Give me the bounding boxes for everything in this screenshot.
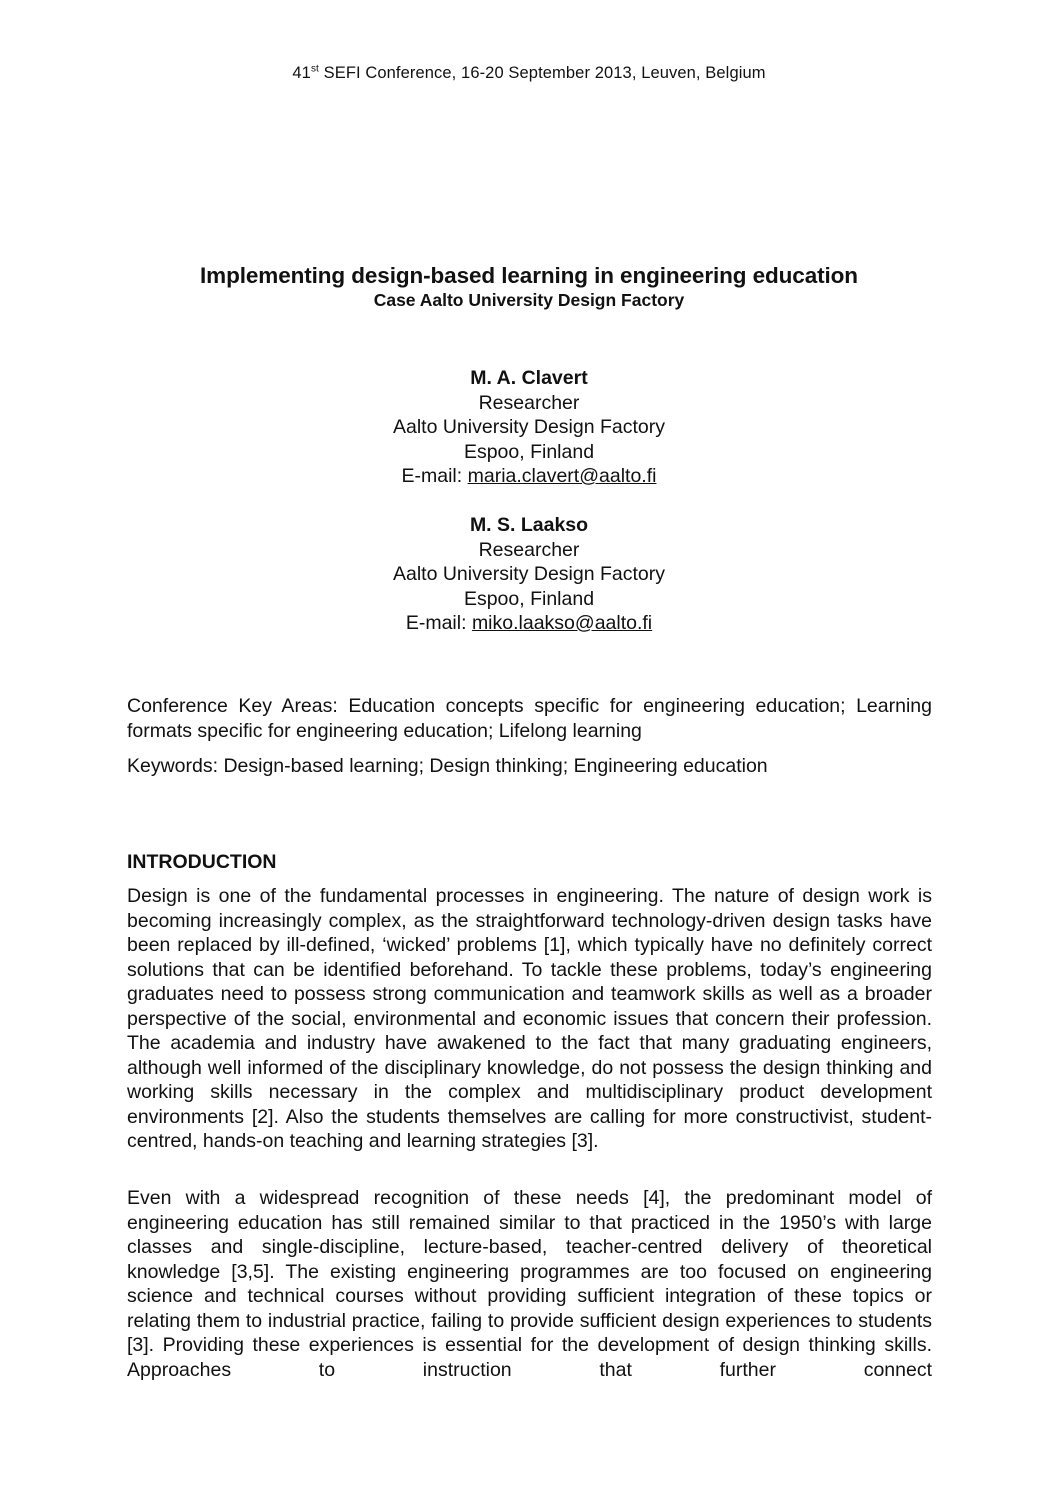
author-name: M. A. Clavert — [470, 367, 588, 389]
section-heading: INTRODUCTION — [127, 851, 277, 873]
author-email-link[interactable]: miko.laakso@aalto.fi — [471, 612, 653, 634]
header-text: SEFI Conference, 16-20 September 2013, Leuven, Belgium — [318, 64, 766, 82]
author-email-line — [0, 611, 1058, 636]
paper-title: Implementing design-based learning in engineering education — [200, 263, 858, 288]
paper-subtitle: Case Aalto University Design Factory — [373, 290, 685, 310]
author-location: Espoo, Finland — [463, 587, 595, 610]
body-paragraph: Even with a widespread recognition of these needs [4], the predominant model of engineering education has still remained similar to that practiced in the 1950’s with large classes and single-discipline, lecture-based, teacher-centred delivery of theoretical knowledge [3,5]. The existing engineering programmes are too focused on engineering science and technical courses without providing sufficient integration of these topics or relating them to industrial practice, failing to provide sufficient design experiences to students [3]. Providing these experiences is essential for the development of design thinking skills. Approaches to instruction that further connect — [127, 1187, 932, 1381]
title-block — [0, 262, 1058, 311]
author-name: M. S. Laakso — [469, 514, 589, 536]
author-email-line — [0, 464, 1058, 489]
author-location: Espoo, Finland — [463, 440, 595, 463]
author-email-label: E-mail: — [405, 612, 472, 634]
author-email-link[interactable]: maria.clavert@aalto.fi — [467, 465, 657, 487]
author-email-label: E-mail: — [401, 465, 468, 487]
keywords: Keywords: Design-based learning; Design thinking; Engineering education — [127, 755, 768, 777]
author-block — [0, 513, 1058, 636]
author-role: Researcher — [478, 538, 580, 561]
conference-key-areas: Conference Key Areas: Education concepts specific for engineering education; Learning formats specific for engineering education; Lifelong learning — [127, 695, 932, 742]
author-affiliation: Aalto University Design Factory — [392, 416, 665, 438]
author-block — [0, 366, 1058, 489]
author-affiliation: Aalto University Design Factory — [392, 563, 665, 585]
running-header — [0, 64, 1058, 83]
body-paragraph: Design is one of the fundamental processes in engineering. The nature of design work is becoming increasingly complex, as the straightforward technology-driven design tasks have been replaced by ill-defined, ‘wicked’ problems [1], which typically have no definitely correct solutions that can be identified beforehand. To tackle these problems, today’s engineering graduates need to possess strong communication and teamwork skills as well as a broader perspective of the social, environmental and economic issues that concern their profession. The academia and industry have awakened to the fact that many graduating engineers, although well informed of the disciplinary knowledge, do not possess the design thinking and working skills necessary in the complex and multidisciplinary product development environments [2]. Also the students themselves are calling for more constructivist, student-centred, hands-on teaching and learning strategies [3]. — [127, 885, 932, 1152]
header-ordinal: 41 — [292, 64, 311, 82]
header-ordinal-suffix: st — [310, 63, 319, 75]
author-role: Researcher — [478, 391, 580, 414]
